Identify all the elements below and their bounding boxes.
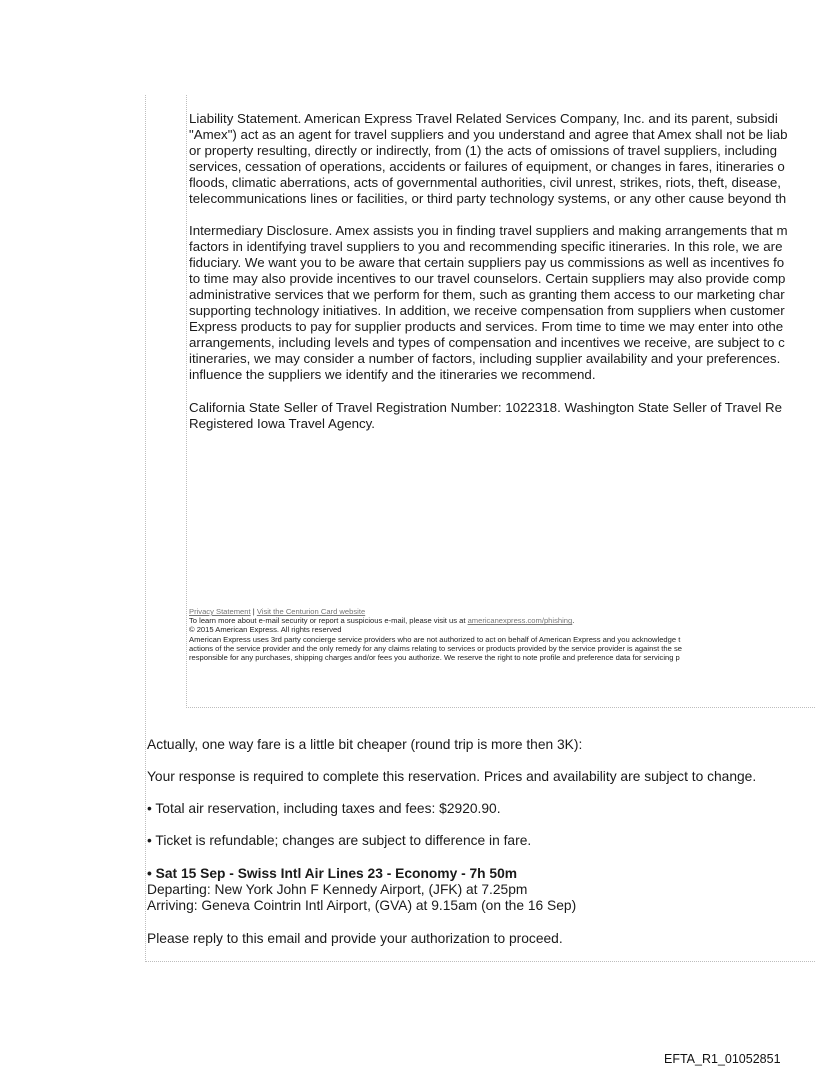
text-line: to time may also provide incentives to our travel counselors. Certain suppliers may also provide comp: [189, 271, 786, 286]
concierge-line: responsible for any purchases, shipping charges and/or fees you authorize. We reserve the right to note profile and preference data for servicing p: [189, 653, 680, 663]
text-line: floods, climatic aberrations, acts of governmental authorities, civil unrest, strikes, riots, theft, disease,: [189, 175, 781, 190]
required-text: Your response is required to complete this reservation. Prices and availability are subject to change.: [147, 769, 757, 784]
refund-text: • Ticket is refundable; changes are subject to difference in fare.: [147, 833, 532, 848]
text-line: California State Seller of Travel Registration Number: 1022318. Washington State Seller of Travel Re: [189, 400, 782, 415]
intro-text: Actually, one way fare is a little bit cheaper (round trip is more then 3K):: [147, 737, 583, 752]
centurion-card-link[interactable]: Visit the Centurion Card website: [256, 607, 366, 616]
text-line: Intermediary Disclosure. Amex assists you in finding travel suppliers and making arrangements that m: [189, 223, 788, 238]
total-fare: [147, 801, 816, 817]
reply-request: [147, 931, 816, 947]
text-line: fiduciary. We want you to be aware that certain suppliers pay us commissions as well as incentives fo: [189, 255, 785, 270]
document-id: EFTA_R1_01052851: [664, 1052, 781, 1066]
text-line: itineraries, we may consider a number of factors, including supplier availability and your preferences.: [189, 351, 781, 366]
security-end: .: [572, 616, 575, 626]
text-line: or property resulting, directly or indirectly, from (1) the acts of omissions of travel suppliers, including: [189, 143, 778, 158]
security-text: To learn more about e-mail security or report a suspicious e-mail, please visit us at: [189, 616, 468, 626]
flight-title: • Sat 15 Sep - Swiss Intl Air Lines 23 - Economy - 7h 50m: [147, 866, 518, 881]
arriving-text: Arriving: Geneva Cointrin Intl Airport, (GVA) at 9.15am (on the 16 Sep): [147, 898, 577, 913]
privacy-statement-link[interactable]: Privacy Statement: [189, 607, 251, 616]
text-line: administrative services that we perform for them, such as granting them access to our marketing char: [189, 287, 785, 302]
liability-statement: [189, 111, 816, 207]
concierge-line: actions of the service provider and the only remedy for any claims relating to services or products provided by the service provider is against the se: [189, 643, 682, 653]
text-line: arrangements, including levels and types of compensation and incentives we receive, are subject to c: [189, 335, 785, 350]
text-line: telecommunications lines or facilities, or third party technology systems, or any other cause beyond th: [189, 191, 787, 206]
text-line: Express products to pay for supplier products and services. From time to time we may enter into othe: [189, 319, 784, 334]
email-footer: [189, 607, 816, 662]
flight-details: [147, 866, 816, 914]
text-line: Liability Statement. American Express Travel Related Services Company, Inc. and its parent, subsidi: [189, 111, 778, 126]
reply-message: [147, 737, 816, 753]
refund-policy: [147, 833, 816, 849]
text-line: services, cessation of operations, accidents or failures of equipment, or changes in fares, itineraries o: [189, 159, 785, 174]
text-line: influence the suppliers we identify and the itineraries we recommend.: [189, 367, 596, 382]
reply-text: Please reply to this email and provide your authorization to proceed.: [147, 931, 563, 946]
text-line: supporting technology initiatives. In addition, we receive compensation from suppliers when customer: [189, 303, 785, 318]
reservation-required: [147, 769, 816, 785]
phishing-link[interactable]: americanexpress.com/phishing: [467, 616, 573, 626]
text-line: "Amex") act as an agent for travel suppliers and you understand and agree that Amex shall not be liab: [189, 127, 788, 142]
text-line: Registered Iowa Travel Agency.: [189, 416, 376, 431]
text-line: factors in identifying travel suppliers to you and recommending specific itineraries. In this role, we are: [189, 239, 783, 254]
departing-text: Departing: New York John F Kennedy Airport, (JFK) at 7.25pm: [147, 882, 528, 897]
registration-info: [189, 400, 816, 432]
concierge-line: American Express uses 3rd party concierge service providers who are not authorized to act on behalf of American Express and you acknowledge t: [189, 634, 681, 644]
link-separator: |: [250, 607, 257, 616]
total-text: • Total air reservation, including taxes and fees: $2920.90.: [147, 801, 501, 816]
intermediary-disclosure: [189, 223, 816, 383]
copyright: © 2015 American Express. All rights reserved: [189, 625, 342, 635]
